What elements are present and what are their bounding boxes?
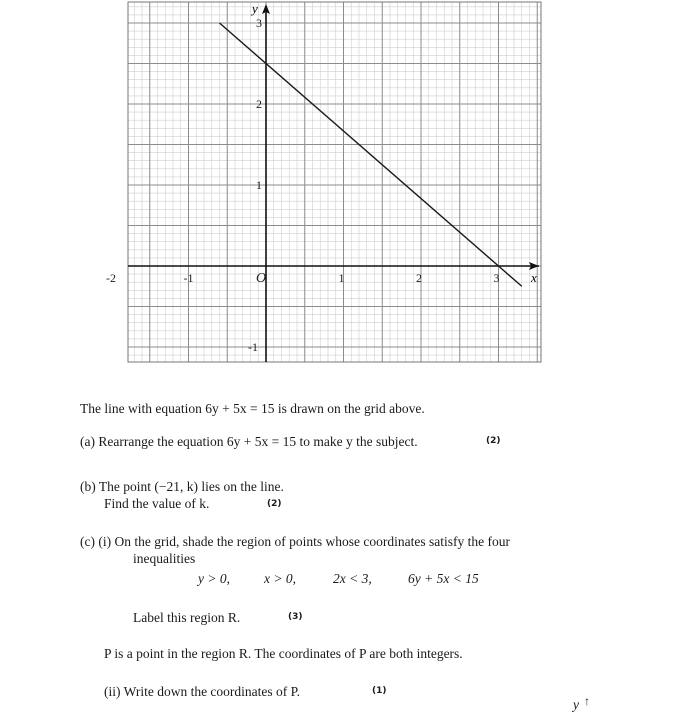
y-tick-label: 2 (256, 97, 262, 111)
y-tick-label: 3 (256, 16, 262, 30)
part-c-marks: (3) (288, 612, 303, 622)
part-b-line1: (b) The point (−21, k) lies on the line. (80, 479, 284, 494)
part-a-marks: (2) (486, 436, 501, 446)
line-6y-plus-5x-equals-15 (220, 23, 522, 286)
part-b-marks: (2) (267, 499, 282, 509)
y-tick-label: -1 (248, 340, 258, 354)
x-tick-label: 1 (338, 271, 345, 285)
part-c-line2: inequalities (133, 551, 196, 566)
x-axis-label: x (531, 270, 537, 285)
inequality-4: 6y + 5x < 15 (408, 571, 479, 586)
y-axis-label: y (252, 1, 258, 16)
part-a-text: (a) Rearrange the equation 6y + 5x = 15 to make y the subject. (80, 434, 418, 449)
next-graph-arrow-icon: ↑ (584, 694, 590, 708)
origin-label: O (256, 271, 267, 286)
x-tick-label: 2 (416, 271, 422, 285)
point-p-statement: P is a point in the region R. The coordinates of P are both integers. (104, 646, 463, 661)
part-b-line2: Find the value of k. (104, 496, 210, 511)
x-tick-label: 3 (493, 271, 500, 285)
part-c-line1: (c) (i) On the grid, shade the region of points whose coordinates satisfy the four (80, 534, 511, 549)
axes (128, 4, 539, 362)
tick-labels (106, 1, 537, 354)
grid-frame (128, 2, 541, 362)
x-tick-label: -2 (106, 271, 116, 285)
part-cii-marks: (1) (372, 686, 387, 696)
equation-line (220, 23, 522, 286)
y-tick-label: 1 (256, 178, 262, 192)
inequality-2: x > 0, (264, 571, 296, 586)
question-intro: The line with equation 6y + 5x = 15 is drawn on the grid above. (80, 401, 425, 416)
next-graph-y-label: y (573, 697, 579, 712)
part-c-label-instruction: Label this region R. (133, 610, 241, 625)
minor-gridlines (128, 2, 541, 362)
inequality-3: 2x < 3, (333, 571, 372, 586)
part-cii-text: (ii) Write down the coordinates of P. (104, 684, 301, 699)
inequality-1: y > 0, (198, 571, 230, 586)
x-tick-label: -1 (183, 271, 194, 285)
major-gridlines (128, 2, 541, 362)
